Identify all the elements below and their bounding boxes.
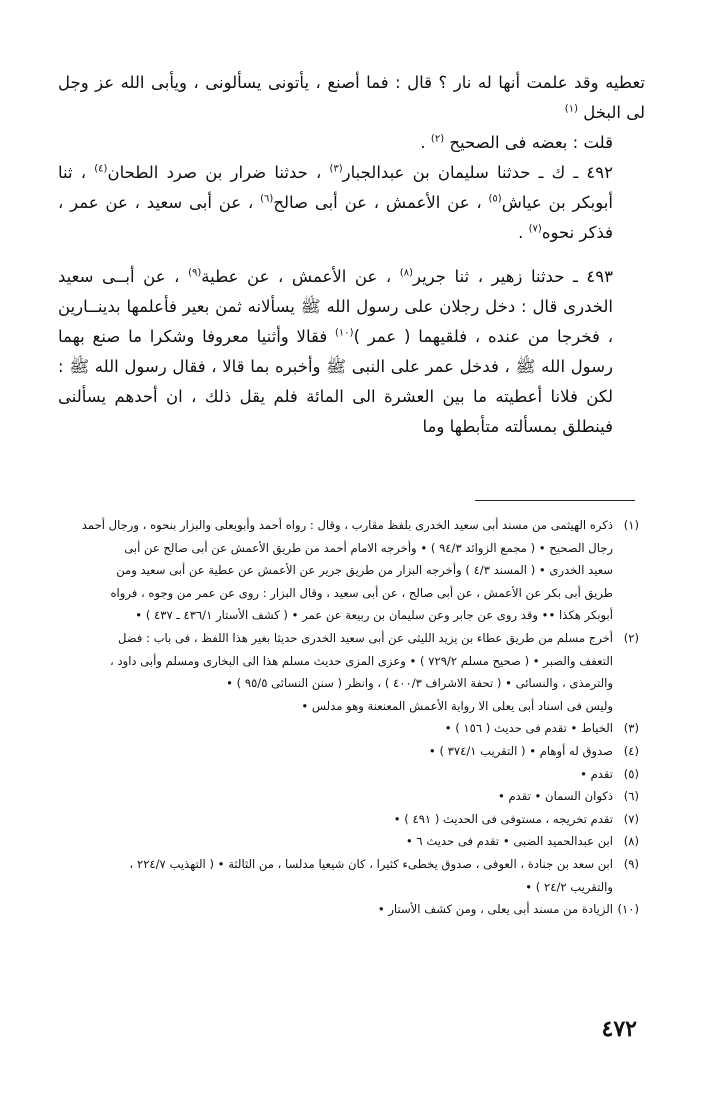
footnote-line: ذكره الهيثمى من مسند أبى سعيد الخدرى بلفظ مقارب ، وقال : رواه أحمد وأبويعلى والبزار بنحوه ، ورجال أحمد bbox=[81, 518, 613, 532]
footnote-number: (٧) bbox=[623, 811, 639, 826]
main-line: ، ثنا bbox=[58, 163, 87, 182]
main-line: الخدرى قال : دخل رجلان على رسول الله ﷺ يسألانه ثمن بعير فأعلمها بدينــارين ، bbox=[58, 297, 614, 346]
hadith-492 bbox=[58, 158, 645, 248]
main-line: البخل bbox=[583, 103, 621, 122]
footnote-ref[interactable]: (٩) bbox=[188, 267, 202, 279]
footnote-line: تقدم تخريجه ، مستوفى فى الحديث ( ٤٩١ ) • bbox=[393, 811, 613, 826]
footnote-ref[interactable]: (٤) bbox=[94, 163, 108, 175]
footnote-ref[interactable]: (١) bbox=[564, 103, 578, 115]
footnote-line: وليس فى اسناد أبى يعلى الا رواية الأعمش المعنعنة وهو مدلس • bbox=[301, 698, 613, 713]
footnote-body bbox=[70, 514, 613, 627]
footnote-line: طريق أبى بكر عن الأعمش ، عن أبى صالح ، عن أبى سعيد ، وقال البزار : روى عن عمر من وجوه ، فرواه bbox=[110, 585, 613, 600]
main-line: ، عن الأعمش ، عن أبى صالح bbox=[273, 193, 482, 212]
footnote-9 bbox=[70, 853, 639, 898]
main-line: فذكر نحوه bbox=[541, 223, 613, 242]
page-number: ٤٧٢ bbox=[601, 1016, 637, 1042]
footnote-line: أخرج مسلم من طريق عطاء بن يزيد الليثى عن أبى سعيد الخدرى حديثا بغير هذا اللفظ ، فى باب : فضل bbox=[117, 630, 613, 645]
footnote-line: تقدم • bbox=[580, 766, 613, 781]
footnote-10 bbox=[70, 898, 639, 921]
footnotes bbox=[70, 514, 639, 921]
footnote-ref[interactable]: (٥) bbox=[488, 193, 502, 205]
footnote-body bbox=[70, 853, 613, 898]
main-line: ، عن أبى سعيد ، عن عمر ، bbox=[58, 193, 254, 212]
footnote-ref[interactable]: (٣) bbox=[329, 163, 343, 175]
paragraph-intro bbox=[58, 68, 645, 128]
footnote-number: (٨) bbox=[623, 834, 639, 849]
footnote-line: الخياط • تقدم فى حديث ( ١٥٦ ) • bbox=[444, 721, 613, 736]
footnote-6 bbox=[70, 785, 639, 808]
footnote-number: (٤) bbox=[623, 743, 639, 758]
footnote-body bbox=[70, 808, 613, 831]
end-mark: . bbox=[518, 223, 524, 242]
main-line: تعطيه وقد علمت أنها له نار ؟ قال : فما أصنع ، يأتونى يسألونى ، ويأبى الله عز وجل لى bbox=[58, 73, 645, 122]
footnote-body bbox=[70, 830, 613, 853]
footnote-4 bbox=[70, 740, 639, 763]
footnote-line: والتقريب ٢٤/٢ ) • bbox=[525, 879, 613, 894]
footnote-body bbox=[70, 717, 613, 740]
footnote-line: والترمذى ، والنسائى • ( تحفة الاشراف ٤٠٠/٣ ) ، وانظر ( سنن النسائى ٩٥/٥ ) • bbox=[226, 676, 613, 691]
footnote-number: (١٠) bbox=[617, 902, 639, 917]
main-line: ، عن أبــى سعيد bbox=[58, 267, 180, 286]
footnote-line: رجال الصحيح • ( مجمع الزوائد ٩٤/٣ ) • وأخرجه الامام أحمد من طريق الأعمش عن أبى صالح عن أبى bbox=[124, 540, 613, 555]
footnote-line: أبوبكر هكذا •• وقد روى عن جابر وعن سليمان بن ربيعة عن عمر • ( كشف الأستار ٤٣٦/١ ـ ٤٣٧ ) • bbox=[135, 608, 613, 623]
footnote-separator bbox=[475, 500, 635, 501]
footnote-line: الزيادة من مسند أبى يعلى ، ومن كشف الأستار • bbox=[377, 902, 613, 917]
paragraph-spacer bbox=[58, 248, 645, 262]
main-line: ٤٩٢ ـ ك ـ حدثنا سليمان بن عبدالجبار bbox=[342, 163, 613, 182]
main-line: فخرجا من عنده ، فلقيهما ( عمر ) bbox=[353, 327, 600, 346]
footnote-ref[interactable]: (١٠) bbox=[335, 327, 354, 339]
footnote-line: ذكوان السمان • تقدم • bbox=[497, 789, 613, 804]
footnote-body bbox=[70, 740, 613, 763]
footnote-ref[interactable]: (٢) bbox=[430, 133, 445, 145]
hadith-493 bbox=[58, 262, 645, 442]
main-line: ﷺ ، فدخل عمر على النبى ﷺ وأخبره بما قالا ، فقال رسول الله ﷺ : لكن فلانا bbox=[58, 357, 614, 406]
footnote-8 bbox=[70, 830, 639, 853]
footnote-number: (٢) bbox=[623, 630, 639, 645]
footnote-line: ابن عبدالحميد الضبى • تقدم فى حديث ٦ • bbox=[405, 834, 613, 849]
main-line: ، حدثنا ضرار بن صرد الطحان bbox=[107, 163, 322, 182]
footnote-number: (١) bbox=[623, 518, 639, 532]
footnote-line: التعفف والصبر • ( صحيح مسلم ٧٢٩/٢ ) • وعزى المزى حديث مسلم هذا الى البخارى ومسلم وأبى داود ، bbox=[110, 653, 613, 668]
main-line: أبوبكر بن عياش bbox=[501, 193, 613, 212]
footnote-ref[interactable]: (٦) bbox=[260, 193, 274, 205]
footnote-2 bbox=[70, 627, 639, 717]
footnote-5 bbox=[70, 763, 639, 786]
main-line: فقالا وأثنيا معروفا وشكرا ما صنع بهما رسول الله bbox=[58, 327, 613, 376]
footnote-3 bbox=[70, 717, 639, 740]
footnote-1 bbox=[70, 514, 639, 627]
footnote-number: (٦) bbox=[623, 789, 639, 804]
footnote-body bbox=[70, 898, 613, 921]
main-line: أعطيته ما بين العشرة الى المائة فلم يقل ذلك ، ان أحدهم يسألنى فينطلق بمسألته متأبطها وما bbox=[58, 387, 613, 436]
footnote-7 bbox=[70, 808, 639, 831]
footnote-body bbox=[70, 763, 613, 786]
footnote-body bbox=[70, 627, 613, 717]
footnote-body bbox=[70, 785, 613, 808]
footnote-ref[interactable]: (٧) bbox=[528, 223, 542, 235]
footnote-number: (٩) bbox=[623, 856, 639, 871]
main-text bbox=[58, 68, 645, 442]
main-line: ، عن الأعمش ، عن عطية bbox=[201, 267, 392, 286]
footnote-line: سعيد الخدرى • ( المسند ٤/٣ ) وأخرجه البزار من طريق جرير عن الأعمش عن عطية عن أبى سعيد ومن bbox=[116, 563, 613, 578]
main-line: ٤٩٣ ـ حدثنا زهير ، ثنا جرير bbox=[412, 267, 613, 286]
footnote-number: (٥) bbox=[623, 766, 639, 781]
end-mark: . bbox=[420, 133, 426, 152]
footnote-ref[interactable]: (٨) bbox=[399, 267, 413, 279]
footnote-number: (٣) bbox=[623, 721, 639, 736]
footnote-line: ابن سعد بن جنادة ، العوفى ، صدوق يخطىء كثيرا ، كان شيعيا مدلسا ، من الثالثة • ( التهذيب ٢٢٤/٧ ، bbox=[129, 856, 613, 871]
paragraph-note bbox=[58, 128, 645, 158]
footnote-line: صدوق له أوهام • ( التقريب ٣٧٤/١ ) • bbox=[428, 743, 613, 758]
main-line: قلت : بعضه فى الصحيح bbox=[449, 133, 613, 152]
